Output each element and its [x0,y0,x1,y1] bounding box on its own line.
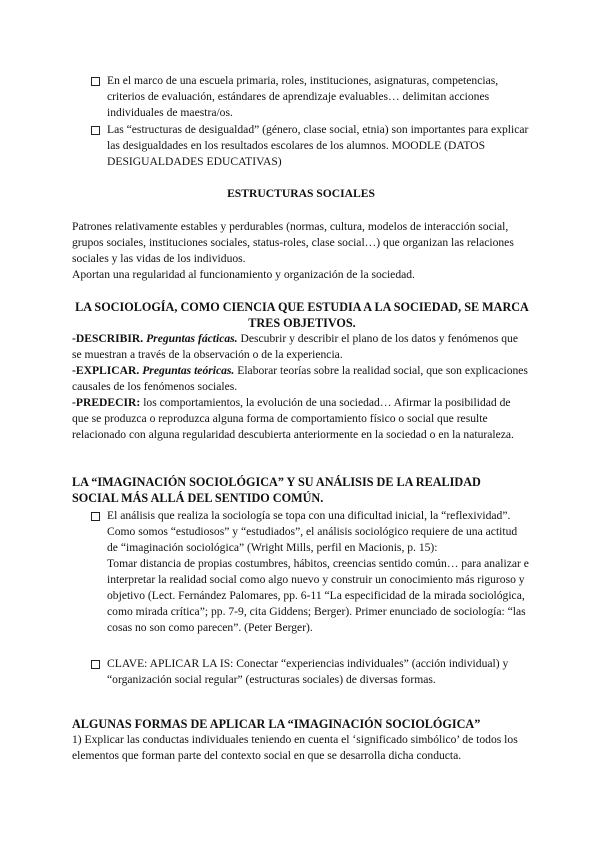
objetivo-predecir [72,395,530,443]
bullet-text: CLAVE: APLICAR LA IS: Conectar “experiencias individuales” (acción individual) y “organización social regular” (estructuras sociales) de diversas formas. [107,657,509,686]
checkbox-bullet-icon [91,512,100,521]
describir-question-type: Preguntas fácticas. [146,332,238,345]
estructuras-paragraph-2: Aportan una regularidad al funcionamiento y organización de la sociedad. [72,268,415,281]
sociologia-heading [72,299,532,331]
explicar-label: -EXPLICAR. [72,364,140,377]
heading-line: LA “IMAGINACIÓN SOCIOLÓGICA” Y SU ANÁLISIS DE LA REALIDAD [72,475,481,489]
top-bullet-list [91,73,531,170]
checkbox-bullet-icon [91,660,100,669]
heading-line: LA SOCIOLOGÍA, COMO CIENCIA QUE ESTUDIA A LA SOCIEDAD, SE MARCA [75,300,529,314]
checkbox-bullet-icon [91,126,100,135]
describir-label: -DESCRIBIR. [72,332,144,345]
objetivo-explicar [72,363,530,395]
list-item [91,122,531,170]
list-item [91,656,531,688]
estructuras-paragraph-1: Patrones relativamente estables y perdurables (normas, cultura, modelos de interacción social, grupos sociales, instituciones sociales, status-roles, clase social…) que organizan las relaciones sociales y las vidas de los individuos. [72,220,514,265]
checkbox-bullet-icon [91,77,100,86]
predecir-label: -PREDECIR: [72,396,141,409]
list-item [91,73,531,121]
bullet-text: Tomar distancia de propias costumbres, hábitos, creencias sentido común… para analizar e interpretar la realidad social como algo nuevo y construir un conocimiento más riguroso y objetivo (Lect. Fernández Palomares, pp. 6-11 “La especificidad de la mirada sociológica, como mirada crítica”; pp. 7-9, cita Giddens; Berger). Primer enunciado de sociología: “las cosas no son como parecen”. (Peter Berger). [107,557,529,634]
bullet-text: Las “estructuras de desigualdad” (género, clase social, etnia) son importantes para explicar las desigualdades en los resultados escolares de los alumnos. MOODLE (DATOS DESIGUALDADES EDUCATIVAS) [107,123,529,168]
predecir-text: los comportamientos, la evolución de una sociedad… Afirmar la posibilidad de que se produzca o reproduzca alguna forma de comportamiento físico o social que resulte relacionado con alguna regularidad descubierta anteriormente en la sociedad o en la naturaleza. [72,396,514,441]
bullet-text: El análisis que realiza la sociología se topa con una dificultad inicial, la “reflexividad”. Como somos “estudiosos” y “estudiados”, el análisis sociológico requiere de una actitud de “imaginación sociológica” (Wright Mills, perfil en Macionis, p. 15): [107,509,518,554]
bullet-text: En el marco de una escuela primaria, roles, instituciones, asignaturas, competencias, criterios de evaluación, estándares de aprendizaje evaluables… delimitan acciones individuales de maestra/os. [107,74,499,119]
heading-line: TRES OBJETIVOS. [248,316,356,330]
explicar-question-type: Preguntas teóricas. [142,364,235,377]
objetivos-list [72,331,530,443]
explicar-text: Elaborar teorías sobre la realidad social, que son explicaciones causales de los fenómenos sociales. [72,364,528,393]
heading-line: SOCIAL MÁS ALLÁ DEL SENTIDO COMÚN. [72,491,324,505]
describir-text: Descubrir y describir el plano de los datos y fenómenos que se muestran a través de la observación o de la experiencia. [72,332,518,361]
estructuras-paragraphs [72,219,530,283]
imaginacion-bullet-list [91,508,531,688]
list-item [91,508,531,636]
imaginacion-heading [72,474,532,506]
formas-list [72,732,530,764]
formas-heading: ALGUNAS FORMAS DE APLICAR LA “IMAGINACIÓN SOCIOLÓGICA” [72,717,481,731]
objetivo-describir [72,331,530,363]
section-title-estructuras: ESTRUCTURAS SOCIALES [227,187,375,200]
formas-item-1: 1) Explicar las conductas individuales teniendo en cuenta el ‘significado simbólico’ de todos los elementos que forman parte del contexto social en que se desarrolla dicha conducta. [72,733,518,762]
